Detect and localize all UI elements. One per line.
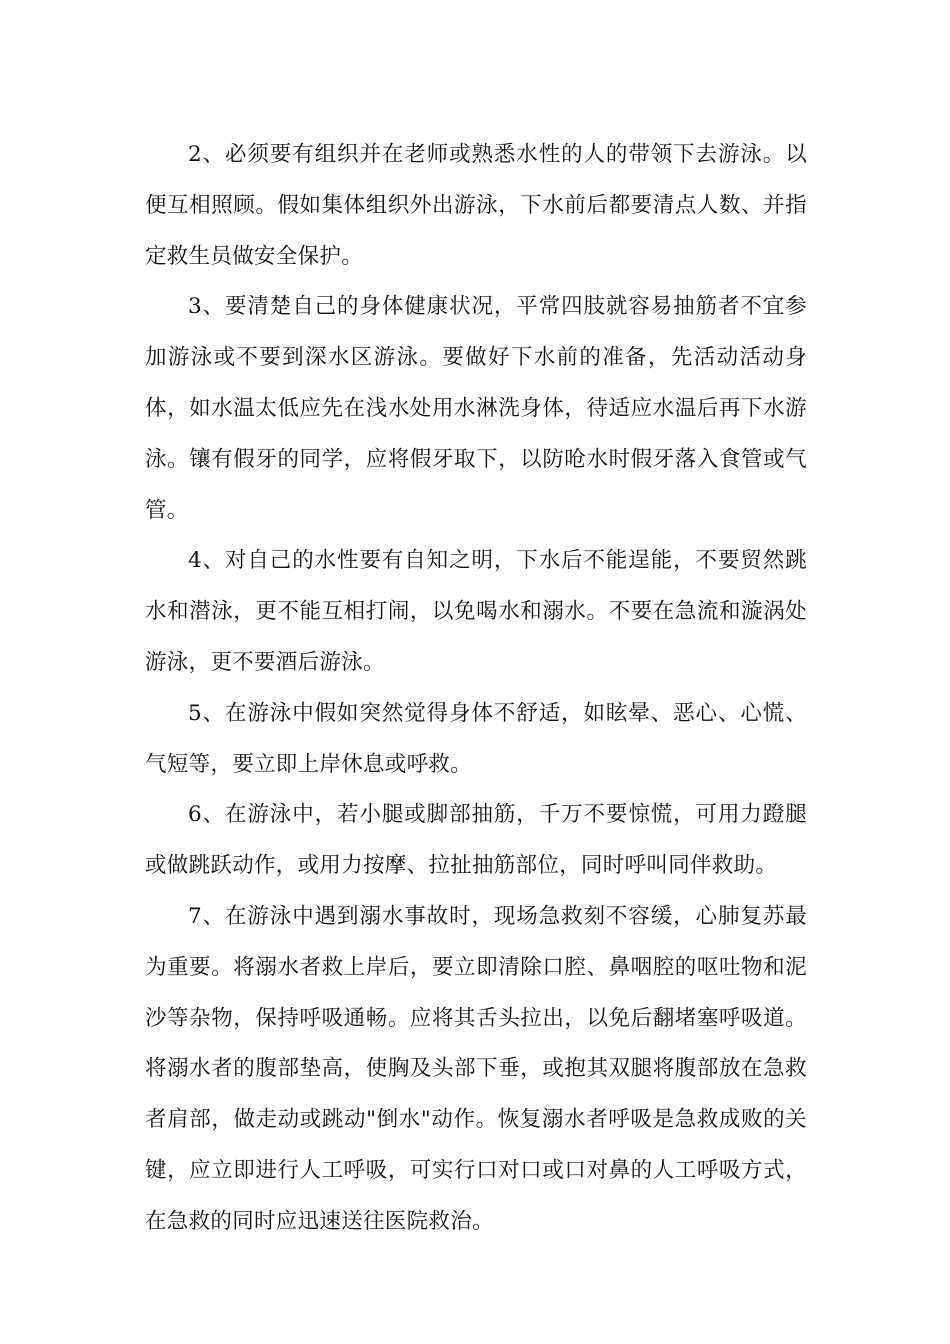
paragraph-item-7: 7、在游泳中遇到溺水事故时，现场急救刻不容缓，心肺复苏最为重要。将溺水者救上岸后，要立即清除口腔、鼻咽腔的呕吐物和泥沙等杂物，保持呼吸通畅。应将其舌头拉出，以免后翻堵塞呼吸道。将溺水者的腹部垫高，使胸及头部下垂，或抱其双腿将腹部放在急救者肩部，做走动或跳动"倒水"动作。恢复溺水者呼吸是急救成败的关键，应立即进行人工呼吸，可实行口对口或口对鼻的人工呼吸方式，在急救的同时应迅速送往医院救治。 xyxy=(145,903,807,1234)
paragraph-item-5: 5、在游泳中假如突然觉得身体不舒适，如眩晕、恶心、心慌、气短等，要立即上岸休息或呼救。 xyxy=(145,700,807,777)
paragraph-item-2: 2、必须要有组织并在老师或熟悉水性的人的带领下去游泳。以便互相照顾。假如集体组织外出游泳，下水前后都要清点人数、并指定救生员做安全保护。 xyxy=(145,142,807,269)
paragraph-item-4: 4、对自己的水性要有自知之明，下水后不能逞能，不要贸然跳水和潜泳，更不能互相打闹，以免喝水和溺水。不要在急流和漩涡处游泳，更不要酒后游泳。 xyxy=(145,548,807,675)
document-body xyxy=(145,130,807,1248)
paragraph-item-6: 6、在游泳中，若小腿或脚部抽筋，千万不要惊慌，可用力蹬腿或做跳跃动作，或用力按摩、拉扯抽筋部位，同时呼叫同伴救助。 xyxy=(145,802,807,879)
paragraph-item-3: 3、要清楚自己的身体健康状况，平常四肢就容易抽筋者不宜参加游泳或不要到深水区游泳。要做好下水前的准备，先活动活动身体，如水温太低应先在浅水处用水淋洗身体，待适应水温后再下水游泳。镶有假牙的同学，应将假牙取下，以防呛水时假牙落入食管或气管。 xyxy=(145,294,807,523)
